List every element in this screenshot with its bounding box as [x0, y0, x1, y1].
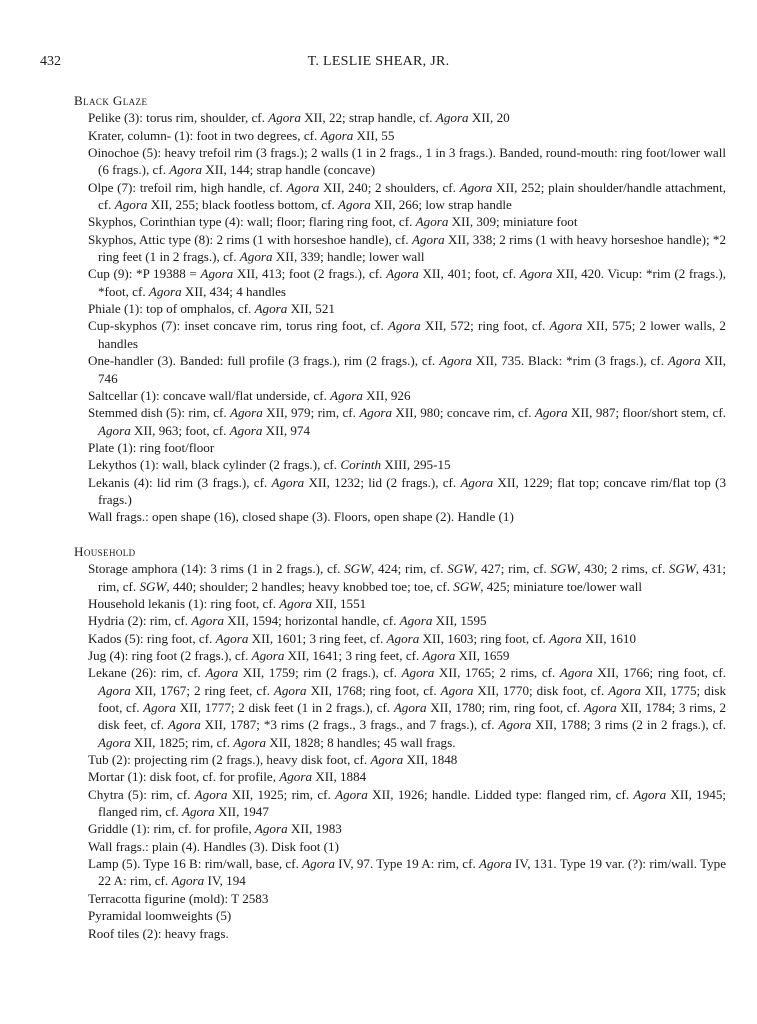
catalogue-entry: Chytra (5): rim, cf. Agora XII, 1925; rim, cf. Agora XII, 1926; handle. Lidded type: flanged rim, cf. Agora XII, 1945; flanged rim, cf. Agora XII, 1947: [88, 786, 726, 820]
catalogue-entry: Lekane (26): rim, cf. Agora XII, 1759; rim (2 frags.), cf. Agora XII, 1765; 2 rims, cf. Agora XII, 1766; ring foot, cf. Agora XII, 1767; 2 ring feet, cf. Agora XII, 1768; ring foot, cf. Agora XII, 1770; disk foot, cf. Agora XII, 1775; disk foot, cf. Agora XII, 1777; 2 disk feet (1 in 2 frags.), cf. Agora XII, 1780; rim, ring foot, cf. Agora XII, 1784; 3 rims, 2 disk feet, cf. Agora XII, 1787; *3 rims (2 frags., 3 frags., and 7 frags.), cf. Agora XII, 1788; 3 rims (2 in 2 frags.), cf. Agora XII, 1825; rim, cf. Agora XII, 1828; 8 handles; 45 wall frags.: [88, 665, 727, 750]
catalogue-entry: Pyramidal loomweights (5): [88, 908, 232, 924]
catalogue-entry: Pelike (3): torus rim, shoulder, cf. Agora XII, 22; strap handle, cf. Agora XII, 20: [88, 110, 510, 126]
catalogue-entry: One-handler (3). Banded: full profile (3 frags.), rim (2 frags.), cf. Agora XII, 735. Black: *rim (3 frags.), cf. Agora XII, 746: [88, 353, 726, 386]
catalogue-entry: Tub (2): projecting rim (2 frags.), heavy disk foot, cf. Agora XII, 1848: [88, 752, 458, 768]
section-heading: Household: [74, 543, 136, 559]
catalogue-entry: Hydria (2): rim, cf. Agora XII, 1594; horizontal handle, cf. Agora XII, 1595: [88, 613, 487, 629]
catalogue-entry: Terracotta figurine (mold): T 2583: [88, 890, 269, 906]
catalogue-entry: Phiale (1): top of omphalos, cf. Agora XII, 521: [88, 301, 335, 317]
catalogue-entry: Roof tiles (2): heavy frags.: [88, 925, 229, 941]
catalogue-entry: Skyphos, Corinthian type (4): wall; floor; flaring ring foot, cf. Agora XII, 309; miniature foot: [88, 214, 578, 230]
catalogue-entry: Oinochoe (5): heavy trefoil rim (3 frags.); 2 walls (1 in 2 frags., 1 in 3 frags.). Banded, round-mouth: ring foot/lower wall (6 frags.), cf. Agora XII, 144; strap handle (concave): [88, 145, 726, 178]
running-head: T. LESLIE SHEAR, JR.: [307, 54, 450, 69]
catalogue-entry: Household lekanis (1): ring foot, cf. Agora XII, 1551: [88, 595, 367, 611]
catalogue-entry: Lekanis (4): lid rim (3 frags.), cf. Agora XII, 1232; lid (2 frags.), cf. Agora XII, 1229; flat top; concave rim/flat top (3 frags.): [88, 474, 726, 507]
catalogue-entry: Olpe (7): trefoil rim, high handle, cf. Agora XII, 240; 2 shoulders, cf. Agora XII, 252; plain shoulder/handle attachment, cf. Agora XII, 255; black footless bottom, cf. Agora XII, 266; low strap handle: [88, 179, 727, 213]
catalogue-entry: Stemmed dish (5): rim, cf. Agora XII, 979; rim, cf. Agora XII, 980; concave rim, cf. Agora XII, 987; floor/short stem, cf. Agora XII, 963; foot, cf. Agora XII, 974: [88, 405, 726, 438]
catalogue-entry: Griddle (1): rim, cf. for profile, Agora XII, 1983: [88, 821, 342, 837]
page-number: 432: [40, 54, 61, 69]
catalogue-entry: Lekythos (1): wall, black cylinder (2 frags.), cf. Corinth XIII, 295-15: [88, 457, 451, 473]
catalogue-entry: Cup (9): *P 19388 = Agora XII, 413; foot (2 frags.), cf. Agora XII, 401; foot, cf. Agora XII, 420. Vicup: *rim (2 frags.), *foot, cf. Agora XII, 434; 4 handles: [88, 266, 727, 299]
catalogue-entry: Lamp (5). Type 16 B: rim/wall, base, cf. Agora IV, 97. Type 19 A: rim, cf. Agora IV, 131. Type 19 var. (?): rim/wall. Type 22 A: rim, cf. Agora IV, 194: [88, 856, 727, 889]
catalogue-entry: Storage amphora (14): 3 rims (1 in 2 frags.), cf. SGW, 424; rim, cf. SGW, 427; rim, cf. SGW, 430; 2 rims, cf. SGW, 431; rim, cf. SGW, 440; shoulder; 2 handles; heavy knobbed toe; toe, cf. SGW, 425; miniature toe/lower wall: [88, 561, 726, 594]
catalogue-entry: Saltcellar (1): concave wall/flat underside, cf. Agora XII, 926: [88, 387, 411, 403]
catalogue-entry: Wall frags.: plain (4). Handles (3). Disk foot (1): [88, 838, 339, 854]
catalogue-entry: Wall frags.: open shape (16), closed shape (3). Floors, open shape (2). Handle (1): [88, 509, 514, 525]
catalogue-entry: Kados (5): ring foot, cf. Agora XII, 1601; 3 ring feet, cf. Agora XII, 1603; ring foot, cf. Agora XII, 1610: [88, 630, 637, 646]
catalogue-entry: Mortar (1): disk foot, cf. for profile, Agora XII, 1884: [88, 769, 367, 785]
catalogue-entry: Cup-skyphos (7): inset concave rim, torus ring foot, cf. Agora XII, 572; ring foot, cf. Agora XII, 575; 2 lower walls, 2 handles: [88, 318, 726, 351]
catalogue-entry: Skyphos, Attic type (8): 2 rims (1 with horseshoe handle), cf. Agora XII, 338; 2 rims (1 with heavy horseshoe handle); *2 ring feet (1 in 2 frags.), cf. Agora XII, 339; handle; lower wall: [88, 231, 727, 265]
catalogue-body: [74, 92, 726, 942]
catalogue-entry: Jug (4): ring foot (2 frags.), cf. Agora XII, 1641; 3 ring feet, cf. Agora XII, 1659: [88, 648, 510, 663]
catalogue-entry: Plate (1): ring foot/floor: [88, 439, 215, 455]
section-spacer: [74, 526, 726, 543]
section-heading: Black Glaze: [74, 93, 148, 108]
catalogue-entry: Krater, column- (1): foot in two degrees, cf. Agora XII, 55: [88, 127, 395, 143]
